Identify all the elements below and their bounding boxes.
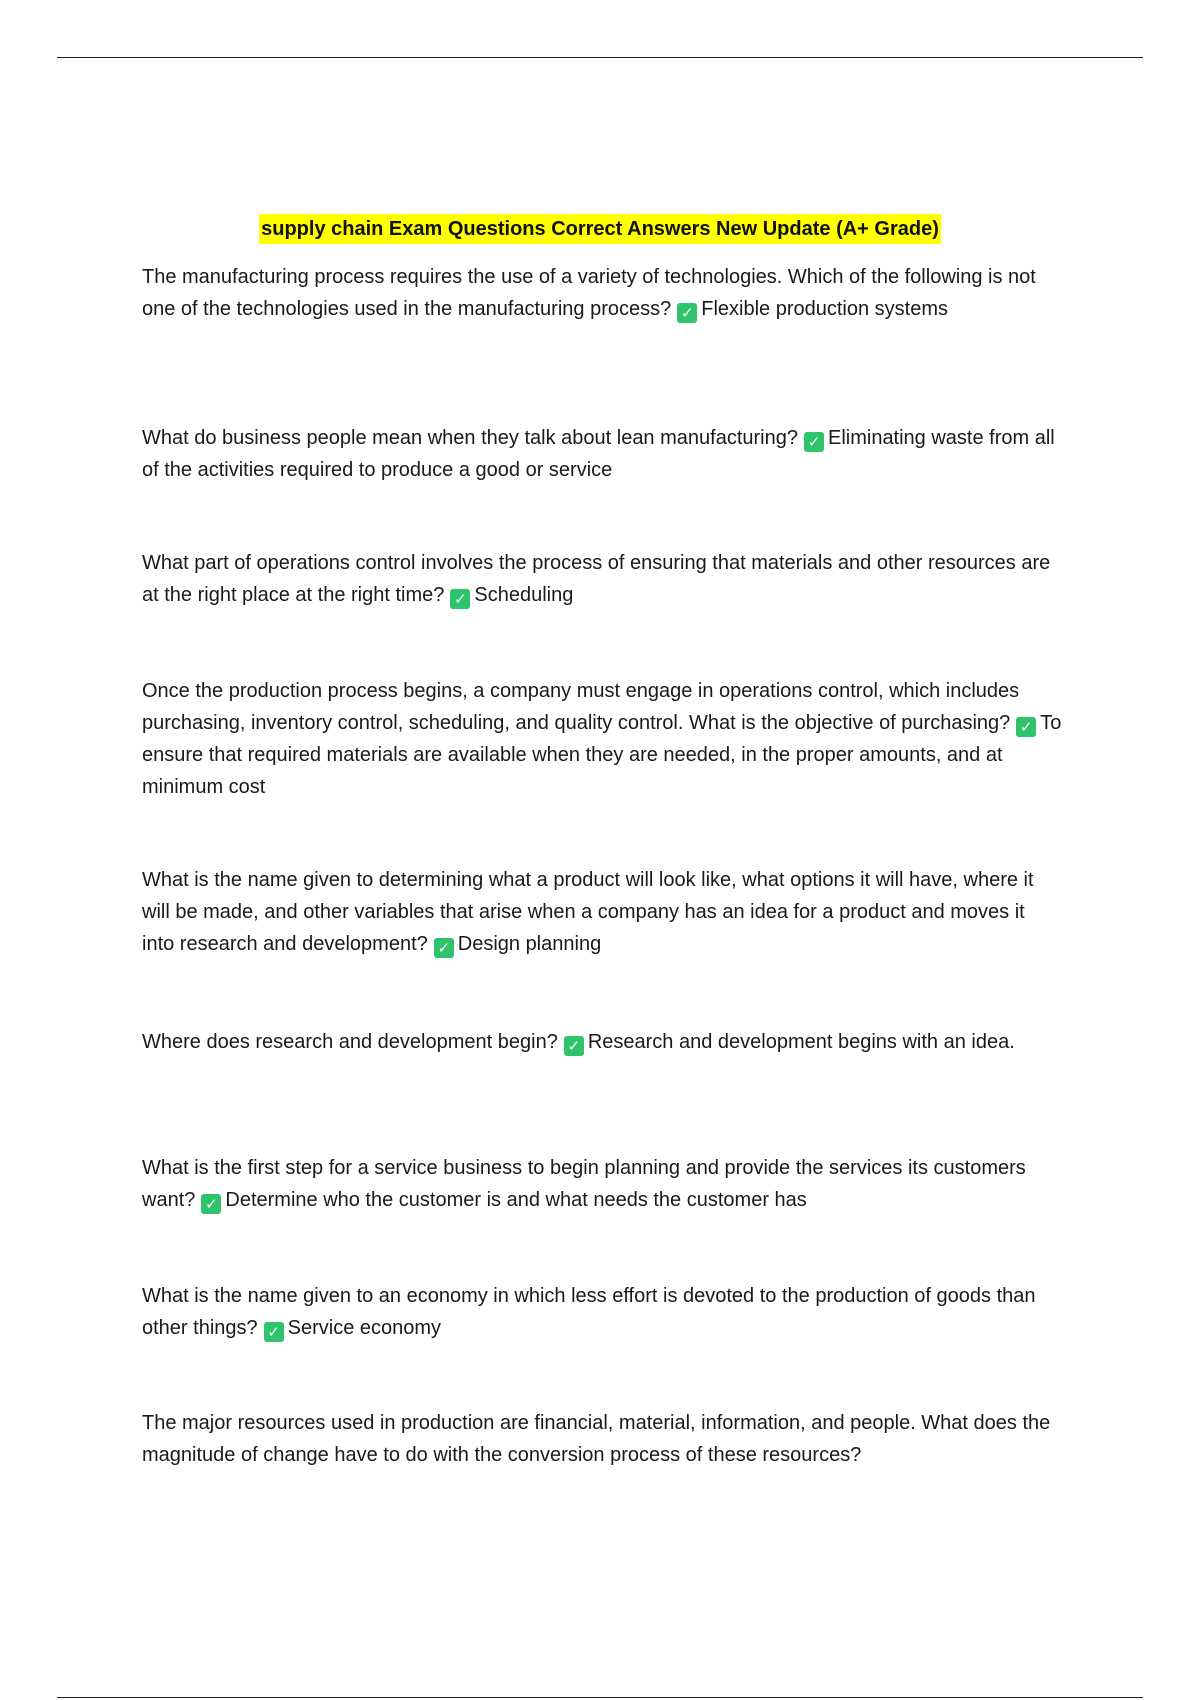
qa-item-4 [142,675,1062,803]
check-icon: ✓ [677,303,697,323]
check-icon: ✓ [434,938,454,958]
check-icon: ✓ [450,589,470,609]
answer-text: Scheduling [474,584,574,606]
question-text: What is the name given to determining what a product will look like, what options it will have, where it will be made, and other variables that arise when a company has an idea for a product and moves it into research and development? [142,869,1034,955]
answer-text: Flexible production systems [701,298,949,320]
answer-text: Research and development begins with an idea. [587,1031,1015,1053]
check-icon: ✓ [264,1322,284,1342]
qa-item-7 [142,1152,1062,1216]
check-icon: ✓ [201,1194,221,1214]
answer-text: To ensure that required materials are available when they are needed, in the proper amounts, and at minimum cost [142,712,1062,798]
qa-item-3 [142,547,1062,611]
question-text: The manufacturing process requires the use of a variety of technologies. Which of the following is not one of the technologies used in the manufacturing process? [142,266,1036,320]
qa-item-8 [142,1280,1062,1344]
check-icon: ✓ [804,432,824,452]
qa-item-9 [142,1407,1062,1471]
question-text: Where does research and development begin? [142,1031,558,1053]
qa-item-6 [142,1026,1062,1058]
top-rule [57,57,1143,58]
check-icon: ✓ [564,1036,584,1056]
question-text: What is the first step for a service business to begin planning and provide the services its customers want? [142,1157,1026,1211]
answer-text: Determine who the customer is and what needs the customer has [225,1189,807,1211]
question-text: Once the production process begins, a company must engage in operations control, which includes purchasing, inventory control, scheduling, and quality control. What is the objective of purchasing? [142,680,1020,734]
title-container [0,214,1200,244]
question-text: What part of operations control involves the process of ensuring that materials and other resources are at the right place at the right time? [142,552,1051,606]
qa-item-5 [142,864,1062,960]
qa-item-2 [142,422,1062,486]
document-title: supply chain Exam Questions Correct Answers New Update (A+ Grade) [259,214,941,244]
answer-text: Service economy [287,1317,442,1339]
qa-item-1 [142,261,1062,325]
check-icon: ✓ [1016,717,1036,737]
answer-text: Design planning [457,933,602,955]
question-text: The major resources used in production are financial, material, information, and people. What does the magnitude of change have to do with the conversion process of these resources? [142,1412,1051,1466]
bottom-rule [57,1697,1143,1698]
question-text: What is the name given to an economy in which less effort is devoted to the production of goods than other things? [142,1285,1036,1339]
question-text: What do business people mean when they talk about lean manufacturing? [142,427,798,449]
answer-text: Eliminating waste from all of the activities required to produce a good or service [142,427,1055,481]
